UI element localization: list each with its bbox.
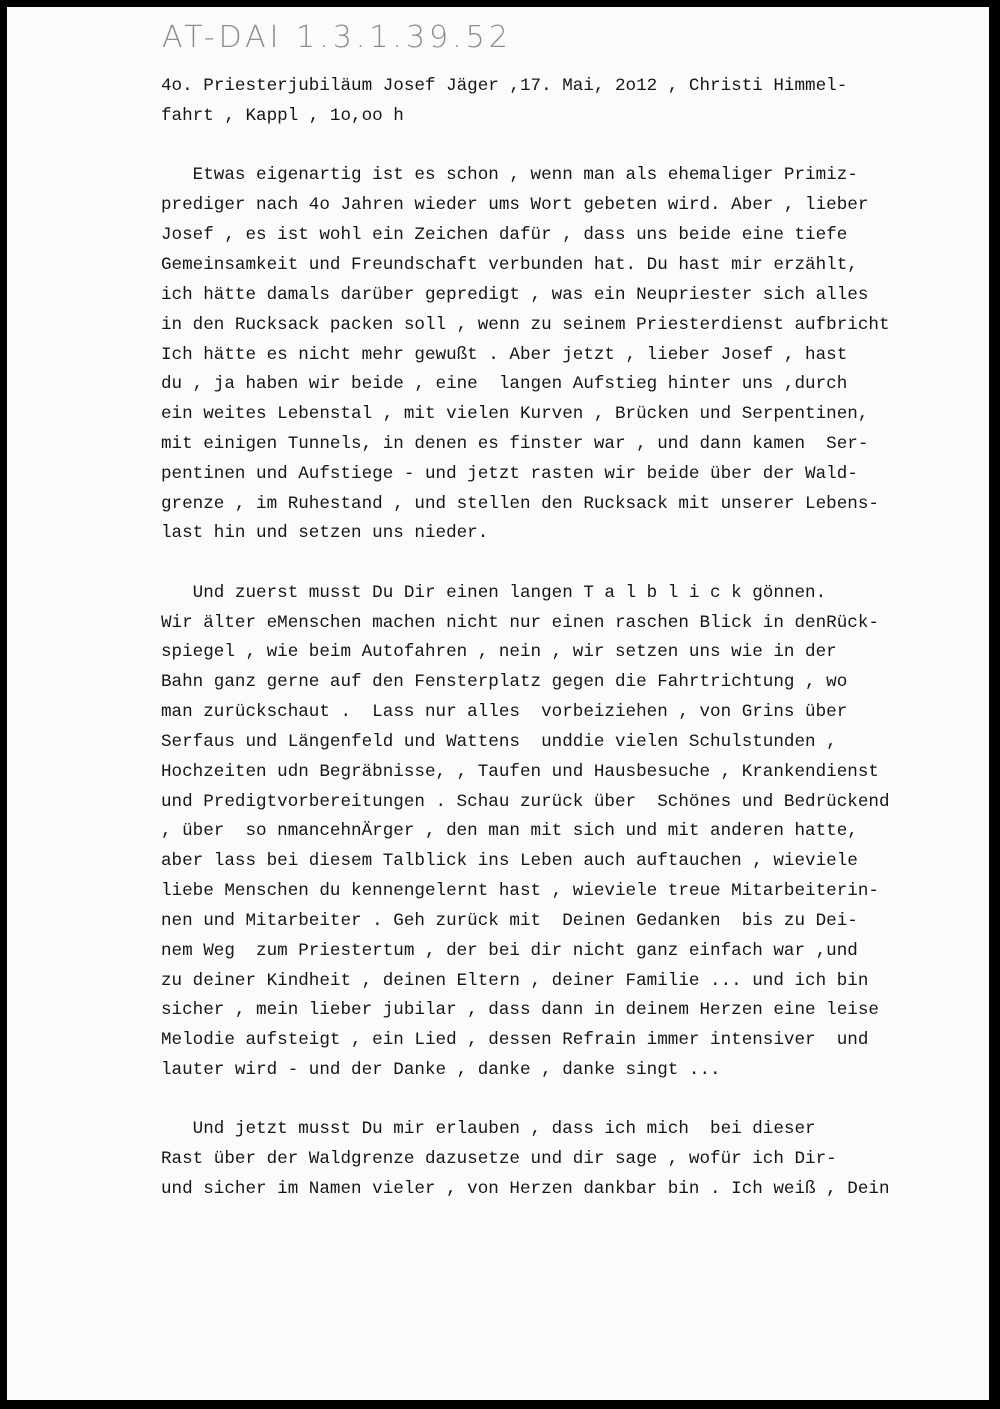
text-line: Ich hätte es nicht mehr gewußt . Aber jetzt , lieber Josef , hast [161,345,848,365]
text-line: Melodie aufsteigt , ein Lied , dessen Refrain immer intensiver und [161,1030,869,1050]
text-line: grenze , im Ruhestand , und stellen den Rucksack mit unserer Lebens- [161,494,879,514]
text-line: Und jetzt musst Du mir erlauben , dass ich mich bei dieser [161,1119,816,1139]
text-line: Serfaus und Längenfeld und Wattens unddie vielen Schulstunden , [161,732,837,752]
text-line: nem Weg zum Priestertum , der bei dir nicht ganz einfach war ,und [161,941,858,961]
text-line: nen und Mitarbeiter . Geh zurück mit Deinen Gedanken bis zu Dei- [161,911,858,931]
text-line: prediger nach 4o Jahren wieder ums Wort gebeten wird. Aber , lieber [161,195,869,215]
text-line: lauter wird - und der Danke , danke , danke singt ... [161,1060,721,1080]
text-line: Rast über der Waldgrenze dazusetze und dir sage , wofür ich Dir- [161,1149,837,1169]
text-line: ich hätte damals darüber gepredigt , was ein Neupriester sich alles [161,285,869,305]
text-line: pentinen und Aufstiege - und jetzt rasten wir beide über der Wald- [161,464,858,484]
text-line: und sicher im Namen vieler , von Herzen dankbar bin . Ich weiß , Dein [161,1179,890,1199]
text-line: Etwas eigenartig ist es schon , wenn man als ehemaliger Primiz- [161,165,858,185]
text-line: aber lass bei diesem Talblick ins Leben auch auftauchen , wieviele [161,851,858,871]
text-line: mit einigen Tunnels, in denen es finster war , und dann kamen Ser- [161,434,869,454]
text-line: Josef , es ist wohl ein Zeichen dafür , dass uns beide eine tiefe [161,225,848,245]
text-line: Bahn ganz gerne auf den Fensterplatz gegen die Fahrtrichtung , wo [161,672,848,692]
text-line: Wir älter eMenschen machen nicht nur einen raschen Blick in denRück- [161,613,879,633]
text-line: Hochzeiten udn Begräbnisse, , Taufen und Hausbesuche , Krankendienst [161,762,879,782]
text-line: ein weites Lebenstal , mit vielen Kurven , Brücken und Serpentinen, [161,404,869,424]
text-line: last hin und setzen uns nieder. [161,523,489,543]
text-line: , über so nmancehnÄrger , den man mit sich und mit anderen hatte, [161,821,858,841]
text-line: Gemeinsamkeit und Freundschaft verbunden hat. Du hast mir erzählt, [161,255,858,275]
text-line: du , ja haben wir beide , eine langen Aufstieg hinter uns ,durch [161,374,848,394]
text-line: Und zuerst musst Du Dir einen langen T a l b l i c k gönnen. [161,583,827,603]
text-line: sicher , mein lieber jubilar , dass dann in deinem Herzen eine leise [161,1000,879,1020]
heading-line: fahrt , Kappl , 1o,oo h [161,106,404,126]
archive-signature: AT-DAI 1.3.1.39.52 [162,20,512,55]
heading-line: 4o. Priesterjubiläum Josef Jäger ,17. Mai, 2o12 , Christi Himmel- [161,76,848,96]
text-line: man zurückschaut . Lass nur alles vorbeiziehen , von Grins über [161,702,848,722]
text-line: spiegel , wie beim Autofahren , nein , wir setzen uns wie in der [161,642,837,662]
text-line: zu deiner Kindheit , deinen Eltern , deiner Familie ... und ich bin [161,971,869,991]
text-line: in den Rucksack packen soll , wenn zu seinem Priesterdienst aufbricht [161,315,890,335]
text-line: und Predigtvorbereitungen . Schau zurück über Schönes und Bedrückend [161,792,890,812]
text-line: liebe Menschen du kennengelernt hast , wieviele treue Mitarbeiterin- [161,881,879,901]
